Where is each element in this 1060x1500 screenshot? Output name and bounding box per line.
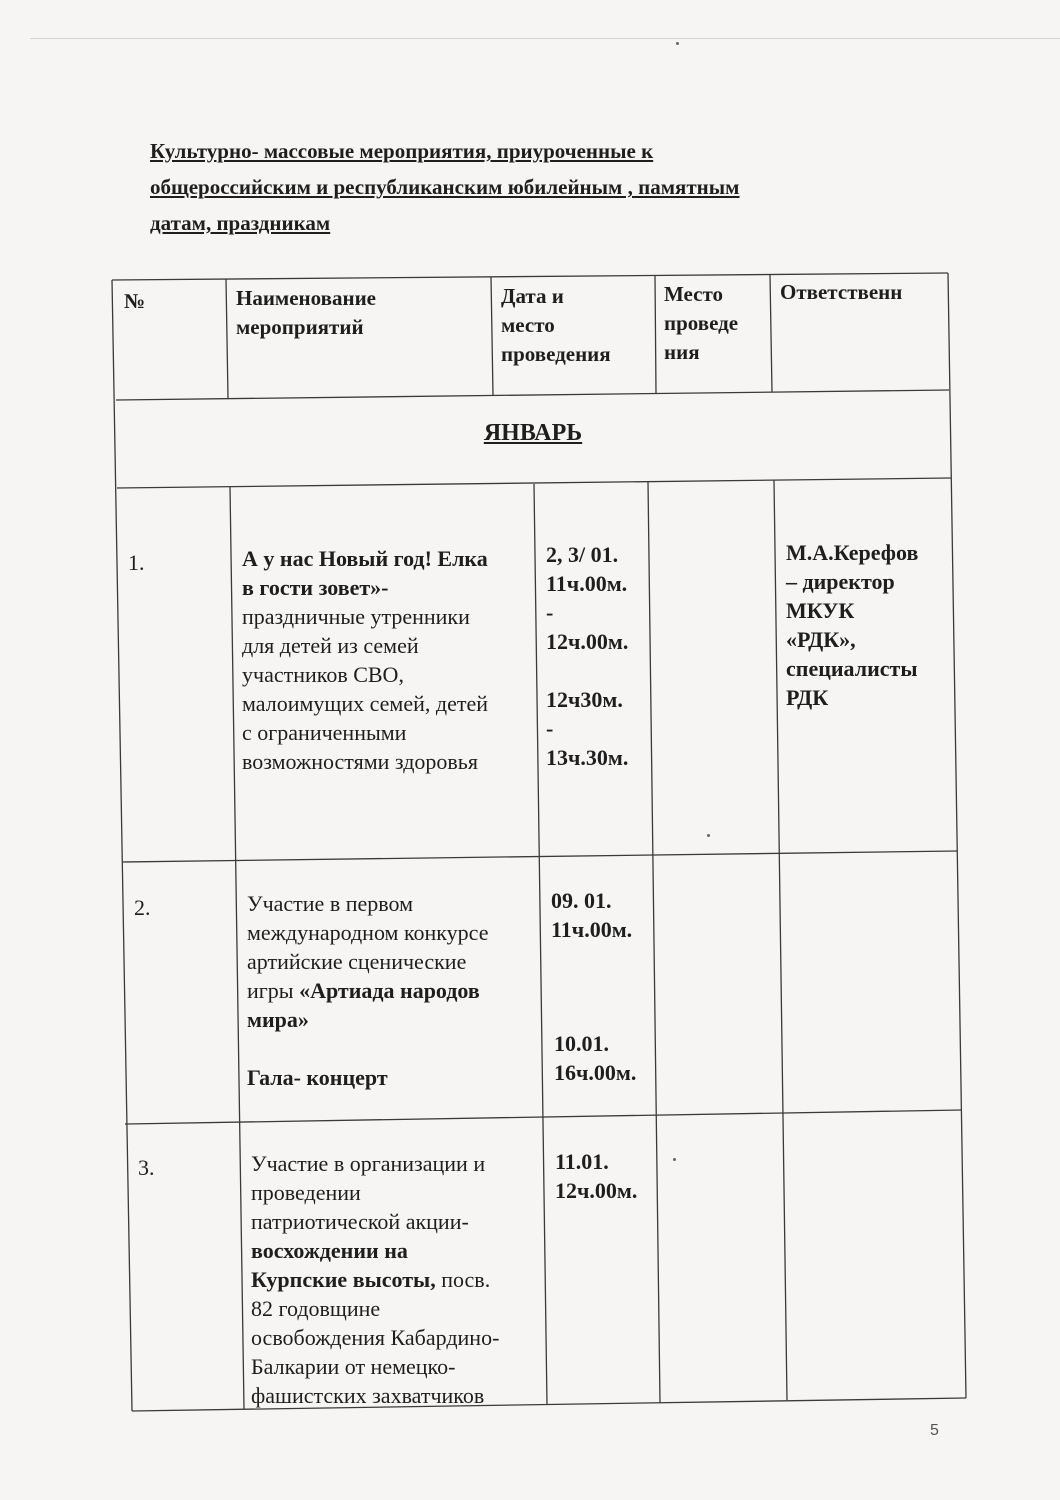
title-line-1: Культурно- массовые мероприятия, приуроченные к — [150, 139, 654, 163]
row-1-date: 2, 3/ 01. 11ч.00м. - 12ч.00м. 12ч30м. - 13ч.30м. — [546, 542, 629, 770]
row-2-number: 2. — [134, 895, 151, 920]
row-3-number: 3. — [138, 1155, 155, 1180]
title-line-2: общероссийским и республиканским юбилейным , памятным — [150, 175, 740, 199]
row-1-responsible: М.А.Керефов – директор МКУК «РДК», специалисты РДК — [786, 540, 919, 710]
header-date-place: Дата и место проведения — [501, 284, 611, 366]
scan-speck — [673, 1158, 676, 1161]
row-2-date-2: 10.01. 16ч.00м. — [554, 1031, 637, 1085]
row-1-event-name: А у нас Новый год! Елка в гости зовет»- праздничные утренники для детей из семей участников СВО, малоимущих семей, детей с ограниченными возможностями здоровья — [242, 546, 488, 774]
row-2-date-1: 09. 01. 11ч.00м. — [551, 888, 633, 942]
row-1-number: 1. — [128, 550, 145, 575]
row-3-event-name: Участие в организации и проведении патриотической акции- восхождении на Курпские высоты, посв. 82 годовщине освобождения Кабардино- Балкарии от немецко- фашистских захватчиков — [251, 1151, 500, 1408]
title-line-3: датам, праздникам — [150, 211, 331, 235]
header-venue: Место проведе ния — [664, 282, 739, 364]
page-number: 5 — [930, 1422, 939, 1439]
header-event-name: Наименование мероприятий — [236, 286, 376, 339]
row-2-event-name: Участие в первом международном конкурсе артийские сценические игры «Артиада народов мира» Гала- концерт — [247, 891, 489, 1090]
scan-speck — [676, 42, 679, 45]
header-number: № — [124, 289, 146, 313]
scan-speck — [707, 834, 710, 837]
header-responsible: Ответственн — [780, 280, 903, 304]
month-heading: ЯНВАРЬ — [483, 420, 583, 446]
row-3-date: 11.01. 12ч.00м. — [555, 1149, 638, 1203]
